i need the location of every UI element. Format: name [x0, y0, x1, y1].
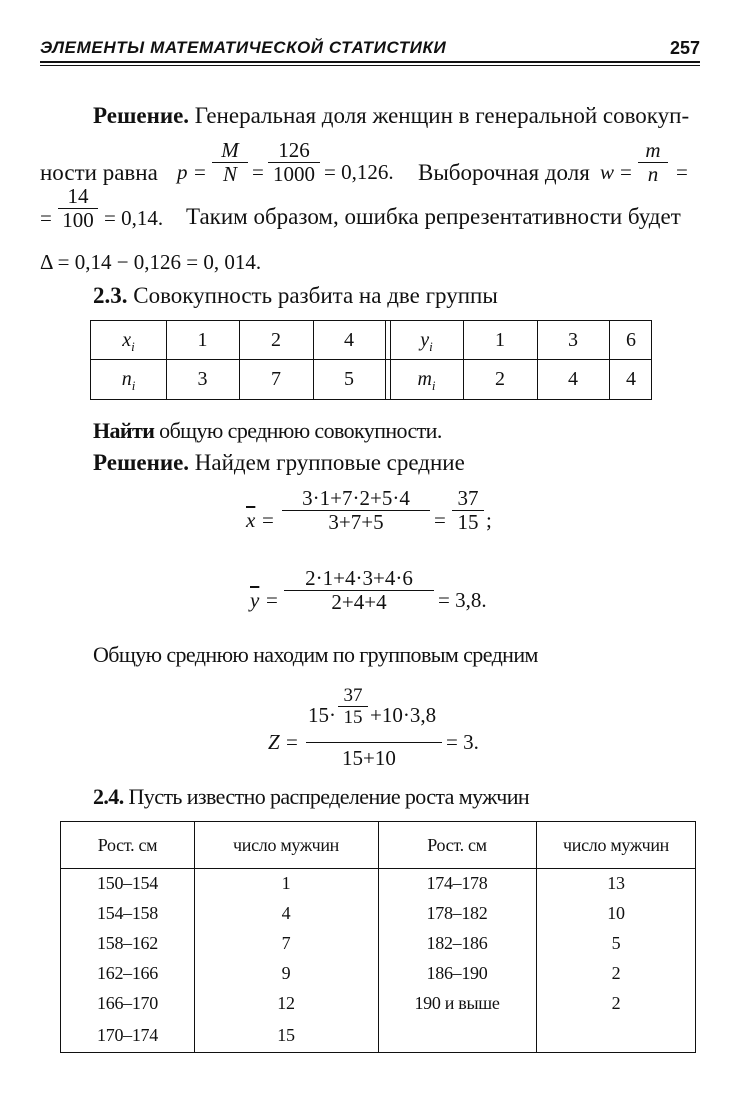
- table-cell: 7: [281, 933, 291, 953]
- fraction-denominator: 15: [457, 510, 479, 534]
- table-cell: 178–182: [426, 903, 488, 923]
- fraction-denominator: n: [647, 162, 659, 186]
- table-cell: 1: [281, 873, 291, 893]
- problem-2-4-heading: [93, 784, 529, 810]
- table-cell: 13: [607, 873, 625, 893]
- fraction-denominator: 3+7+5: [328, 510, 384, 534]
- table-cell: 15: [277, 1025, 295, 1045]
- problem-2-3-heading: [93, 283, 498, 309]
- general-mean-text: Общую среднюю находим по групповым средним: [93, 642, 538, 667]
- semicolon: ;: [486, 508, 492, 532]
- fraction-denominator: 100: [62, 208, 94, 232]
- table-cell: 186–190: [426, 963, 488, 983]
- task-text: общую среднюю совокупности.: [154, 418, 442, 443]
- header-y-i: $y_i$: [420, 329, 433, 354]
- running-header: [40, 38, 700, 60]
- fraction-numerator: 3·1+7·2+5·4: [302, 486, 410, 510]
- fraction-37-over-15-inner: [338, 686, 368, 727]
- solution-line-1: [93, 103, 689, 129]
- table-cell: 174–178: [426, 873, 488, 893]
- table-cell: 2: [611, 963, 621, 983]
- result-0-126: = 0,126.: [324, 160, 394, 184]
- table-cell: 12: [277, 993, 295, 1013]
- table-cell: 7: [271, 368, 281, 390]
- column-header: число мужчин: [562, 835, 670, 855]
- fraction-numerator: 2·1+4·3+4·6: [305, 566, 413, 590]
- table-cell: 182–186: [426, 933, 488, 953]
- fraction-m-over-n: [638, 140, 668, 185]
- header-x-i: $x_i$: [122, 329, 135, 354]
- table-cell: 2: [495, 368, 505, 390]
- fraction-denominator: 2+4+4: [331, 590, 387, 614]
- y-bar-symbol: $\overline{y}$: [250, 588, 260, 612]
- column-header: Рост. см: [97, 835, 158, 855]
- table-cell: 170–174: [97, 1025, 158, 1045]
- task-label: Найти: [93, 418, 155, 443]
- fraction-14-over-100: [58, 186, 98, 231]
- w-variable: w: [600, 160, 615, 184]
- problem-text: Пусть известно распределение роста мужчин: [123, 784, 530, 809]
- x-bar-fraction: [282, 488, 430, 533]
- table-cell: 3: [197, 368, 208, 390]
- table-cell: 2: [271, 329, 281, 351]
- y-bar-result: = 3,8.: [438, 588, 487, 612]
- problem-label: 2.4.: [93, 784, 124, 809]
- z-numerator-suffix: +10·3,8: [370, 703, 437, 727]
- page-number: 257: [669, 38, 700, 58]
- header-rule: [40, 61, 700, 63]
- z-fraction-bar: [306, 742, 442, 743]
- z-denominator: 15+10: [342, 746, 396, 770]
- equals-sign: =: [252, 160, 264, 184]
- result-0-14: = 0,14.: [104, 206, 164, 230]
- fraction-numerator: m: [645, 138, 661, 162]
- y-bar-fraction: [284, 568, 434, 613]
- fraction-126-over-1000: [268, 140, 320, 185]
- solution-text-1: Генеральная доля женщин в генеральной совокуп-: [189, 103, 690, 128]
- table-cell: 5: [611, 933, 621, 953]
- solution-label: Решение.: [93, 103, 190, 128]
- table-cell: 4: [344, 329, 354, 351]
- table-cell: 5: [344, 368, 354, 390]
- equals-sign: =: [286, 730, 298, 754]
- equals-sign: =: [434, 508, 446, 532]
- representativeness-text: Таким образом, ошибка репрезентативности будет: [186, 204, 681, 229]
- table-cell: 158–162: [97, 933, 158, 953]
- equals-sign: =: [620, 160, 632, 184]
- header-rule-thin: [40, 65, 700, 66]
- problem-text: Совокупность разбита на две группы: [127, 283, 498, 308]
- x-bar-symbol: $\overline{x}$: [246, 508, 256, 532]
- equals-sign: =: [262, 508, 274, 532]
- solution-label: Решение.: [93, 450, 190, 475]
- table-cell: 154–158: [97, 903, 158, 923]
- z-result: = 3.: [446, 730, 479, 754]
- sample-share-text: Выборочная доля: [418, 160, 590, 185]
- table-cell: 6: [626, 329, 636, 351]
- fraction-numerator: 37: [343, 685, 363, 706]
- table-cell: 3: [568, 329, 578, 351]
- p-variable: p: [177, 160, 188, 184]
- fraction-denominator: N: [222, 162, 237, 186]
- running-header-title: ЭЛЕМЕНТЫ МАТЕМАТИЧЕСКОЙ СТАТИСТИКИ: [40, 38, 447, 57]
- header-m-i: $m_i$: [417, 368, 436, 393]
- column-header: Рост. см: [427, 835, 487, 855]
- table-cell: 166–170: [97, 993, 158, 1013]
- fraction-numerator: M: [221, 138, 239, 162]
- fraction-denominator: 15: [343, 707, 363, 728]
- table-cell: 4: [626, 368, 636, 390]
- equals-sign: =: [266, 588, 278, 612]
- equals-sign: =: [194, 160, 206, 184]
- table-cell: 1: [495, 329, 505, 351]
- solution-text: Найдем групповые средние: [189, 450, 465, 475]
- table-cell: 10: [607, 903, 625, 923]
- problem-label: 2.3.: [93, 283, 128, 308]
- table-cell: 4: [281, 903, 291, 923]
- table-cell: 1: [197, 329, 208, 351]
- fraction-numerator: 37: [457, 486, 479, 510]
- fraction-numerator: 14: [67, 184, 89, 208]
- task-line: [93, 418, 442, 444]
- table-cell: 2: [611, 993, 621, 1013]
- table-cell: 9: [281, 963, 291, 983]
- table-cell: 4: [568, 368, 578, 390]
- column-header: число мужчин: [232, 835, 340, 855]
- delta-formula: Δ = 0,14 − 0,126 = 0, 014.: [40, 250, 262, 274]
- equals-sign: =: [40, 206, 52, 230]
- fraction-37-over-15: [452, 488, 484, 533]
- equals-sign: =: [676, 160, 688, 184]
- table-cell: 190 и выше: [414, 993, 500, 1013]
- height-distribution-table: [60, 821, 696, 1053]
- fraction-numerator: 126: [278, 138, 310, 162]
- header-n-i: $n_i$: [121, 368, 136, 393]
- table-cell: 150–154: [97, 873, 158, 893]
- group-means-line: [93, 450, 465, 476]
- fraction-denominator: 1000: [273, 162, 315, 186]
- solution-line-2-start: ности равна: [40, 160, 158, 185]
- fraction-M-over-N: [212, 140, 248, 185]
- table-cell: 162–166: [97, 963, 158, 983]
- z-symbol: Z: [268, 730, 280, 754]
- z-numerator-prefix: 15·: [308, 703, 336, 727]
- groups-table: [90, 320, 652, 400]
